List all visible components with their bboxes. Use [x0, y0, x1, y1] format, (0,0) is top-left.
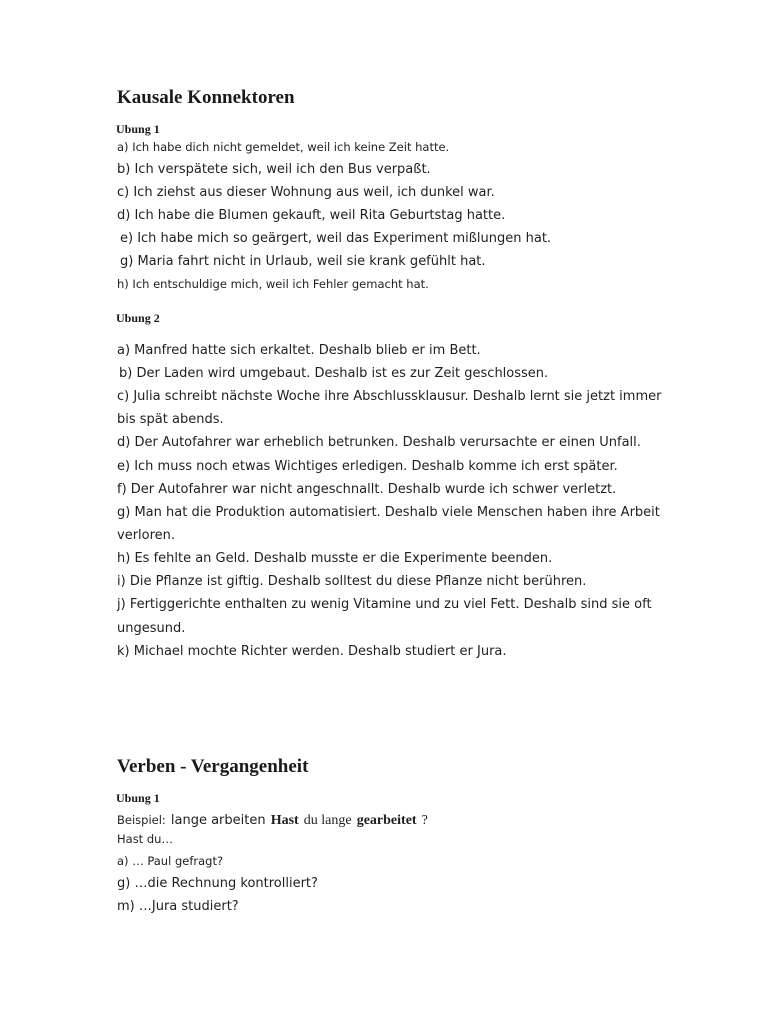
exercise2-line: d) Der Autofahrer war erheblich betrunken. Deshalb verursachte er einen Unfall. — [117, 435, 641, 450]
beispiel-gearbeitet: gearbeitet — [356, 813, 417, 828]
exercise-item-d: d) Ich habe die Blumen gekauft, weil Rita Geburtstag hatte. — [117, 208, 506, 223]
exercise-heading-ubung-1-verben: Ubung 1 — [116, 791, 160, 805]
exercise-heading-ubung-2: Ubung 2 — [116, 311, 160, 325]
exercise-item-h: h) Ich entschuldige mich, weil ich Fehler gemacht hat. — [117, 277, 429, 291]
beispiel-end: ? — [421, 813, 428, 828]
exercise2-line: ungesund. — [117, 621, 186, 636]
exercise-item-e: e) Ich habe mich so geärgert, weil das Experiment mißlungen hat. — [120, 231, 552, 246]
beispiel-words: lange arbeiten — [170, 813, 266, 828]
verben-line: g) …die Rechnung kontrolliert? — [117, 876, 318, 891]
section-title-kausale-konnektoren: Kausale Konnektoren — [117, 87, 295, 108]
exercise2-line: a) Manfred hatte sich erkaltet. Deshalb blieb er im Bett. — [117, 343, 481, 358]
exercise-item-a: a) Ich habe dich nicht gemeldet, weil ich keine Zeit hatte. — [117, 140, 450, 154]
exercise-item-c: c) Ich ziehst aus dieser Wohnung aus weil, ich dunkel war. — [117, 185, 495, 200]
exercise-item-b: b) Ich verspätete sich, weil ich den Bus verpaßt. — [117, 162, 431, 177]
exercise2-line: h) Es fehlte an Geld. Deshalb musste er die Experimente beenden. — [117, 551, 553, 566]
exercise2-line: bis spät abends. — [117, 412, 224, 427]
beispiel-line — [117, 809, 428, 829]
verben-line: a) … Paul gefragt? — [117, 854, 224, 868]
beispiel-mid: du lange — [303, 813, 352, 828]
exercise2-line: c) Julia schreibt nächste Woche ihre Abschlussklausur. Deshalb lernt sie jetzt immer — [117, 389, 662, 404]
exercise2-line: b) Der Laden wird umgebaut. Deshalb ist es zur Zeit geschlossen. — [119, 366, 549, 381]
exercise2-line: e) Ich muss noch etwas Wichtiges erledigen. Deshalb komme ich erst später. — [117, 459, 618, 474]
beispiel-hast: Hast — [270, 813, 299, 828]
beispiel-prefix: Beispiel: — [117, 813, 166, 827]
exercise-item-g: g) Maria fahrt nicht in Urlaub, weil sie krank gefühlt hat. — [120, 254, 486, 269]
exercise2-line: g) Man hat die Produktion automatisiert. Deshalb viele Menschen haben ihre Arbeit — [117, 505, 660, 520]
section-title-verben-vergangenheit: Verben - Vergangenheit — [117, 756, 309, 777]
exercise-heading-ubung-1: Ubung 1 — [116, 122, 160, 136]
exercise2-line: verloren. — [117, 528, 176, 543]
exercise2-line: k) Michael mochte Richter werden. Deshalb studiert er Jura. — [117, 644, 507, 659]
exercise2-line: f) Der Autofahrer war nicht angeschnallt. Deshalb wurde ich schwer verletzt. — [117, 482, 617, 497]
verben-line: Hast du… — [117, 832, 173, 846]
exercise2-line: i) Die Pflanze ist giftig. Deshalb solltest du diese Pflanze nicht berühren. — [117, 574, 587, 589]
exercise2-line: j) Fertiggerichte enthalten zu wenig Vitamine und zu viel Fett. Deshalb sind sie oft — [117, 597, 652, 612]
verben-line: m) …Jura studiert? — [117, 899, 239, 914]
